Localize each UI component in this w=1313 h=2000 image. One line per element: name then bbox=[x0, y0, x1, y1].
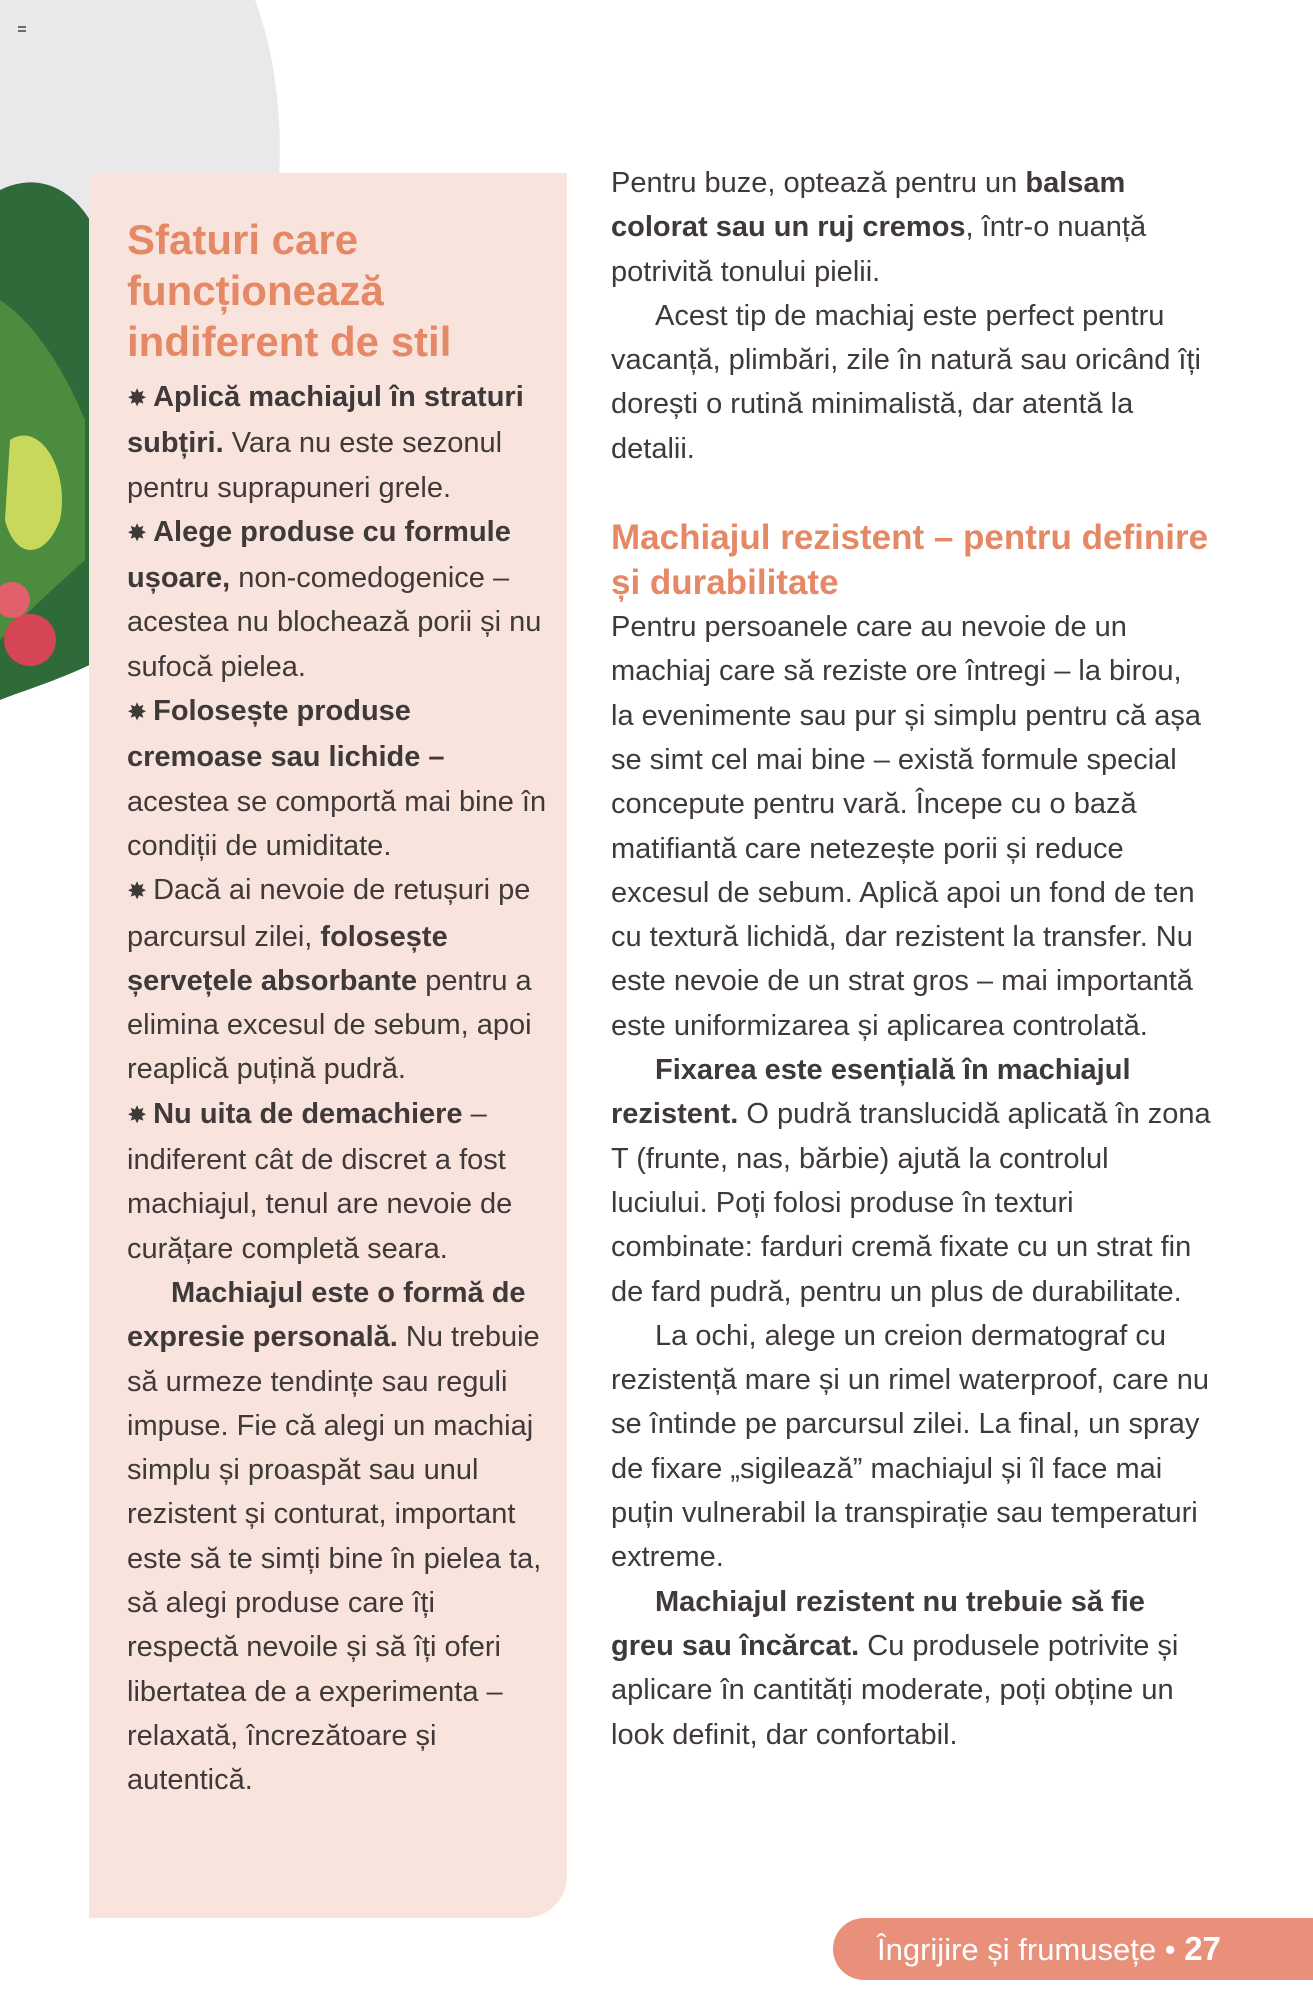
tip-item: ✸ Folosește produse cremoase sau lichide – acestea se comportă mai bine în condiții de umiditate. bbox=[127, 695, 547, 862]
bullet-star-icon: ✸ bbox=[127, 878, 148, 906]
paragraph-long-lasting: Pentru persoanele care au nevoie de un machiaj care să reziste ore întregi – la birou, la evenimente sau pur și simplu pentru că așa se simt cel mai bine – există formule special concepute pentru vară. Începe cu o bază matifiantă care netezește porii și reduce excesul de sebum. Aplică apoi un fond de ten cu textură lichidă, dar rezistent la transfer. Nu este nevoie de un strat gros – mai importantă este uniformizarea și aplicarea controlată. bbox=[611, 611, 1201, 1042]
article-column bbox=[611, 161, 1211, 1757]
footer-separator: • bbox=[1164, 1932, 1176, 1967]
bullet-star-icon: ✸ bbox=[127, 385, 148, 412]
tips-closing-paragraph: Machiajul este o formă de expresie personală. Nu trebuie să urmeze tendințe sau reguli impuse. Fie că alegi un machiaj simplu și proaspăt sau unul rezistent și conturat, important este să te simți bine în pielea ta, să alegi produse care îți respectă nevoile și să îți oferi libertatea de a experimenta – relaxată, încrezătoare și autentică. bbox=[127, 1276, 542, 1797]
tips-title: Sfaturi care funcționează indiferent de stil bbox=[127, 216, 452, 365]
bullet-star-icon: ✸ bbox=[127, 1101, 148, 1129]
footer-section-tab bbox=[833, 1918, 1313, 1980]
paragraph-conclusion: Machiajul rezistent nu trebuie să fie greu sau încărcat. Cu produsele potrivite și aplicare în cantități moderate, poți obține un look definit, dar confortabil. bbox=[611, 1585, 1179, 1751]
paragraph-minimal: Acest tip de machiaj este perfect pentru vacanță, plimbări, zile în natură sau oricând îți dorești o rutină minimalistă, dar atentă la detalii. bbox=[611, 299, 1201, 465]
paragraph-fixing: Fixarea este esențială în machiajul rezistent. O pudră translucidă aplicată în zona T (frunte, nas, bărbie) ajută la controlul luciului. Poți folosi produse în texturi combinate: farduri cremă fixate cu un strat fin de fard pudră, pentru un plus de durabilitate. bbox=[611, 1054, 1211, 1308]
menu-icon bbox=[18, 20, 26, 28]
bullet-star-icon: ✸ bbox=[127, 699, 148, 727]
tips-list bbox=[127, 375, 552, 1803]
section-title: Machiajul rezistent – pentru definire și durabilitate bbox=[611, 518, 1209, 603]
paragraph-eyes: La ochi, alege un creion dermatograf cu rezistență mare și un rimel waterproof, care nu se întinde pe parcursul zilei. La final, un spray de fixare „sigilează” machiajul și îl face mai puțin vulnerabil la transpirație sau temperaturi extreme. bbox=[611, 1319, 1209, 1574]
paragraph-lips: Pentru buze, optează pentru un balsam colorat sau un ruj cremos, într-o nuanță potrivită tonului pielii. bbox=[611, 167, 1147, 288]
footer-section-label: Îngrijire și frumusețe bbox=[877, 1932, 1157, 1967]
tip-item: ✸ Alege produse cu formule ușoare, non-comedogenice – acestea nu blochează porii și nu sufocă pielea. bbox=[127, 515, 542, 683]
bullet-star-icon: ✸ bbox=[127, 519, 148, 547]
tip-item: ✸ Nu uita de demachiere – indiferent cât de discret a fost machiajul, tenul are nevoie de curățare completă seara. bbox=[127, 1097, 513, 1265]
page-number: 27 bbox=[1184, 1930, 1221, 1967]
tip-item: ✸ Aplică machiajul în straturi subțiri. Vara nu este sezonul pentru suprapuneri grele. bbox=[127, 381, 524, 504]
tip-item: ✸ Dacă ai nevoie de retușuri pe parcursul zilei, folosește șervețele absorbante pentru a elimina excesul de sebum, apoi reaplică puțină pudră. bbox=[127, 874, 532, 1086]
tips-sidebar bbox=[127, 214, 552, 1803]
